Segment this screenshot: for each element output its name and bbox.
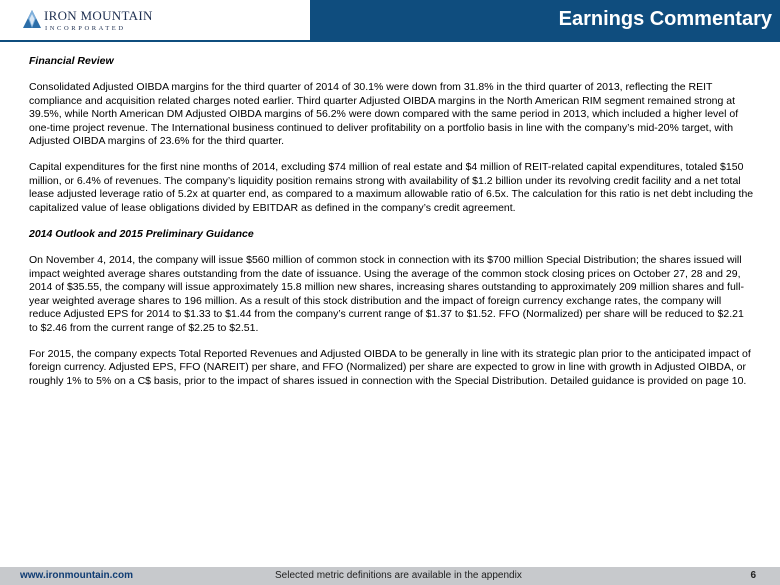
- mountain-logo-icon: [22, 9, 42, 29]
- title-bar: [310, 0, 780, 40]
- page-title: Earnings Commentary: [558, 8, 772, 30]
- page-number: 6: [750, 570, 756, 581]
- company-logo[interactable]: [22, 8, 153, 38]
- logo-subtitle: INCORPORATED: [45, 25, 126, 32]
- paragraph-2015-guidance: For 2015, the company expects Total Reported Revenues and Adjusted OIBDA to be generally in line with its strategic plan prior to the anticipated impact of foreign currency. Adjusted EPS, FFO (NAREIT) per share, and FFO (Normalized) per share are expected to grow in line with growth in Adjusted OIBDA, or roughly 1% to 5% on a C$ basis, prior to the impact of shares issued in connection with the Special Distribution. Detailed guidance is provided on page 10.: [29, 347, 751, 387]
- header-divider: [0, 40, 780, 42]
- header: [0, 0, 780, 42]
- footer-website-link[interactable]: www.ironmountain.com: [20, 570, 133, 581]
- logo-name: IRON MOUNTAIN: [44, 8, 153, 23]
- section-heading-outlook: 2014 Outlook and 2015 Preliminary Guidance: [29, 228, 254, 241]
- footer: [0, 567, 780, 585]
- footer-note: Selected metric definitions are available in the appendix: [275, 570, 522, 581]
- paragraph-stock-issuance: On November 4, 2014, the company will issue $560 million of common stock in connection with its $700 million Special Distribution; the shares issued will impact weighted average shares outstanding from the date of issuance. Using the average of the common stock closing prices on October 27, 28 and 29, 2014 of $35.55, the company will issue approximately 15.8 million new shares, increasing shares outstanding to approximately 209 million shares and full-year weighted average shares to 196 million. As a result of this stock distribution and the impact of foreign currency exchange rates, the company will reduce Adjusted EPS for 2014 to $1.33 to $1.44 from the company’s current range of $1.37 to $1.52. FFO (Normalized) per share will be reduced to $2.21 to $2.46 from the current range of $2.25 to $2.51.: [29, 254, 744, 334]
- paragraph-margins: Consolidated Adjusted OIBDA margins for the third quarter of 2014 of 30.1% were down from 31.8% in the third quarter of 2013, reflecting the REIT compliance and acquisition related charges noted earlier. Third quarter Adjusted OIBDA margins in the North American RIM segment remained strong at 39.5%, while North American DM Adjusted OIBDA margins of 56.2% were down compared with the same period in 2013, which included a higher level of one-time project revenue. The International business continued to deliver profitability on a portfolio basis in line with the company’s mid-20% target, with Adjusted OIBDA margins of 23.6% for the third quarter.: [29, 81, 739, 148]
- commentary-body: [29, 55, 754, 401]
- paragraph-capex: Capital expenditures for the first nine months of 2014, excluding $74 million of real estate and $4 million of REIT-related capital expenditures, totaled $150 million, or 6.4% of revenues. The company’s liquidity position remains strong with availability of $1.2 billion under its revolving credit facility and a net total lease adjusted leverage ratio of 5.2x at quarter end, as compared to a maximum allowable ratio of 6.5x. The calculation for this ratio is net debt including the capitalized value of lease obligations divided by EBITDAR as defined in the company’s credit agreement.: [29, 161, 754, 214]
- section-heading-financial-review: Financial Review: [29, 55, 114, 67]
